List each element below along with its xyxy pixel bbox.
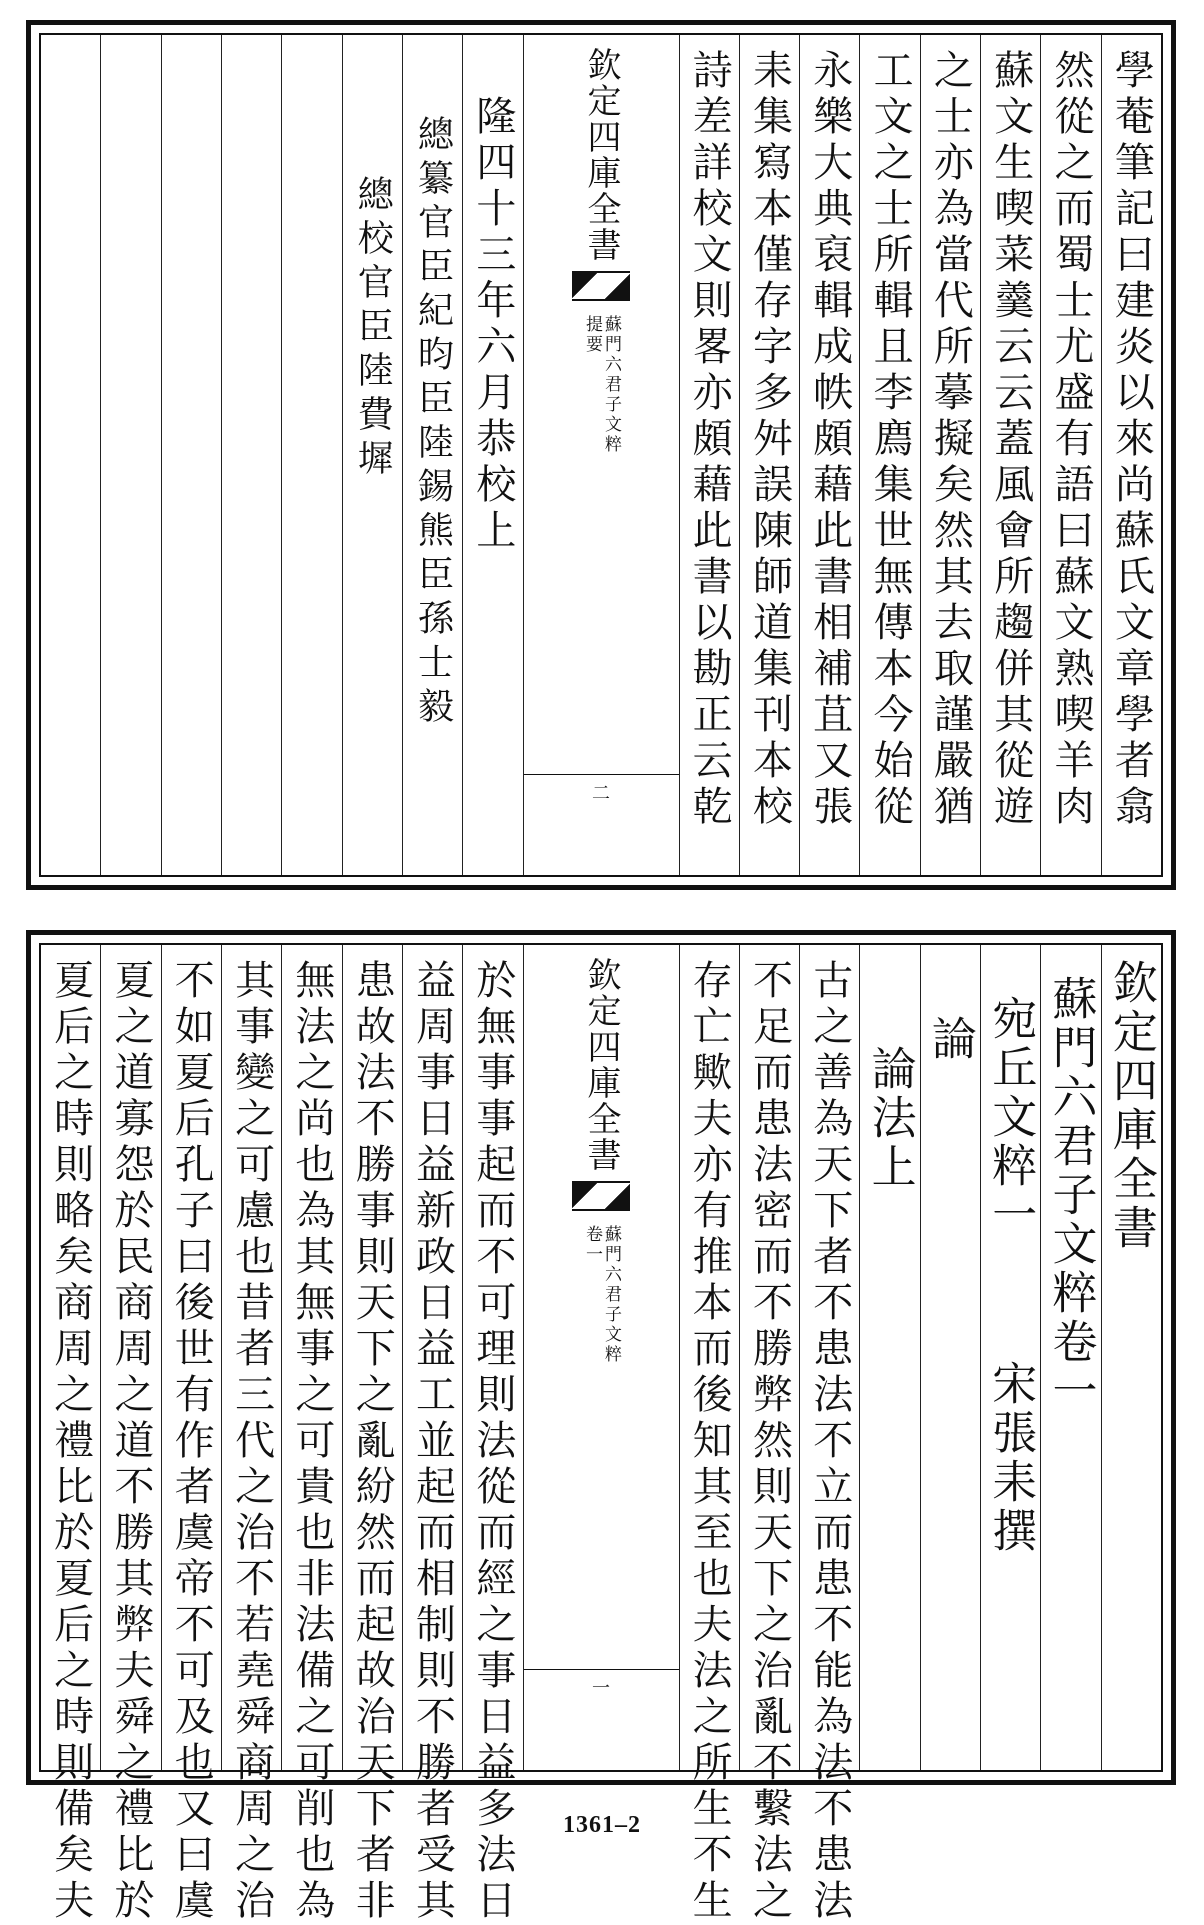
center-page-number: 二 (524, 774, 679, 805)
fishtail-ornament (572, 1181, 630, 1211)
text-column (799, 35, 859, 875)
date-column (462, 35, 522, 875)
page-number: 1361–2 (563, 1812, 641, 1838)
top-page-frame (39, 33, 1163, 877)
blank-column (100, 35, 160, 875)
column-text: 然從之而蜀士尤盛有語曰蘇文熟喫羊肉 (1048, 49, 1095, 831)
author-line: 宋張耒撰 (984, 1360, 1038, 1556)
header-text: 論法上 (863, 1045, 917, 1192)
text-column (679, 35, 739, 875)
blank-column (221, 35, 281, 875)
date-line: 隆四十三年六月恭校上 (469, 95, 516, 555)
text-column (679, 945, 739, 1925)
header-column (920, 945, 980, 1770)
text-column (739, 945, 799, 1925)
header-column (1040, 945, 1100, 1770)
header-text: 蘇門六君子文粹卷一 (1044, 975, 1098, 1416)
center-book-title: 蘇門六君子文粹 (601, 1225, 621, 1365)
credit-line: 總纂官臣紀昀臣陸錫熊臣孫士毅 (412, 115, 454, 731)
column-text: 夏之道寡怨於民商周之道不勝其弊夫舜之禮比於 (107, 959, 154, 1925)
column-text: 益周事日益新政日益工並起而相制則不勝者受其 (409, 959, 456, 1925)
credit-line: 總校官臣陸費墀 (352, 175, 394, 483)
column-text: 不足而患法密而不勝弊然則天下之治亂不繫法之 (746, 959, 793, 1925)
center-column (523, 35, 679, 875)
text-column (859, 35, 919, 875)
column-text: 夏后之時則略矣商周之禮比於夏后之時則備矣夫 (47, 959, 94, 1925)
header-column (980, 945, 1040, 1770)
text-column (402, 945, 462, 1925)
column-text: 古之善為天下者不患法不立而患不能為法不患法 (806, 959, 853, 1925)
center-subtitle (583, 315, 619, 455)
center-column (523, 945, 679, 1770)
column-text: 學菴筆記曰建炎以來尚蘇氏文章學者翕 (1108, 49, 1155, 831)
text-column (161, 945, 221, 1925)
text-column (980, 35, 1040, 875)
column-text: 詩差詳校文則畧亦頗藉此書以勘正云乾 (686, 49, 733, 831)
column-text: 患故法不勝事則天下之亂紛然而起故治天下者非 (349, 959, 396, 1925)
credit-column (402, 35, 462, 875)
column-text: 於無事事起而不可理則法從而經之事日益多法日 (469, 959, 516, 1925)
text-column (1101, 35, 1161, 875)
column-text: 耒集寫本僅存字多舛誤陳師道集刊本校 (746, 49, 793, 831)
blank-column (161, 35, 221, 875)
text-column (1040, 35, 1100, 875)
center-section-label: 卷一 (582, 1225, 602, 1265)
center-section-label: 提要 (582, 315, 602, 355)
header-text: 論 (923, 1015, 977, 1064)
column-text: 永樂大典裒輯成帙頗藉此書相補苴又張 (806, 49, 853, 831)
blank-column (41, 35, 100, 875)
center-title: 欽定四庫全書 (581, 957, 621, 1173)
center-page-number: 一 (524, 1669, 679, 1700)
header-text: 宛丘文粹一 (984, 995, 1038, 1240)
text-column (100, 945, 160, 1925)
column-text: 存亡歟夫亦有推本而後知其至也夫法之所生不生 (686, 959, 733, 1925)
text-column (462, 945, 522, 1925)
blank-column (281, 35, 341, 875)
text-column (739, 35, 799, 875)
center-book-title: 蘇門六君子文粹 (601, 315, 621, 455)
text-column (342, 945, 402, 1925)
text-column (920, 35, 980, 875)
column-text: 工文之士所輯且李廌集世無傳本今始從 (867, 49, 914, 831)
fishtail-ornament (572, 271, 630, 301)
center-title: 欽定四庫全書 (581, 47, 621, 263)
text-column (281, 945, 341, 1925)
column-text: 無法之尚也為其無事之可貴也非法備之可削也為 (288, 959, 335, 1925)
column-text: 之士亦為當代所摹擬矣然其去取謹嚴猶 (927, 49, 974, 831)
column-text: 不如夏后孔子曰後世有作者虞帝不可及也又曰虞 (168, 959, 215, 1925)
center-subtitle (583, 1225, 619, 1365)
header-text: 欽定四庫全書 (1104, 959, 1158, 1253)
text-column (799, 945, 859, 1925)
text-column (221, 945, 281, 1925)
credit-column (342, 35, 402, 875)
header-column (1101, 945, 1161, 1770)
column-text: 蘇文生喫菜羹云云蓋風會所趨併其從遊 (987, 49, 1034, 831)
column-text: 其事變之可慮也昔者三代之治不若堯舜商周之治 (228, 959, 275, 1925)
top-page (26, 20, 1176, 890)
text-column (41, 945, 100, 1925)
header-column (859, 945, 919, 1770)
